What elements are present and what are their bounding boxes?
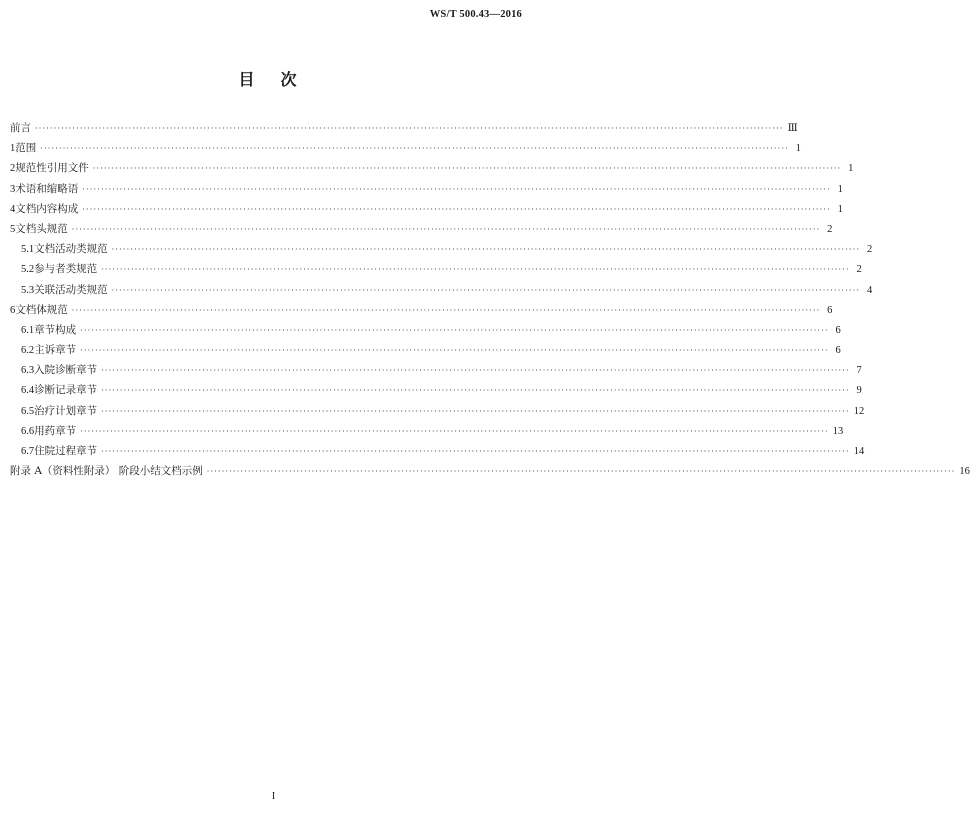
toc-entry-number: 6.1 bbox=[21, 324, 35, 336]
toc-entry-number: 6.6 bbox=[21, 425, 35, 437]
toc-entry[interactable] bbox=[10, 461, 970, 481]
toc-dot-leader: ········································································································································································································ bbox=[71, 305, 821, 315]
toc-entry[interactable] bbox=[10, 179, 843, 199]
toc-entry-label: 规范性引用文件 bbox=[15, 162, 89, 175]
toc-dot-leader: ········································································································································································································ bbox=[80, 426, 829, 436]
toc-entry-page: 7 bbox=[856, 365, 862, 377]
toc-entry-page: 14 bbox=[853, 446, 865, 457]
toc-entry[interactable] bbox=[10, 280, 873, 300]
toc-entry-number: 6.4 bbox=[21, 385, 35, 397]
toc-dot-leader: ········································································································································································································ bbox=[101, 406, 850, 416]
toc-dot-leader: ········································································································································································································ bbox=[40, 144, 789, 154]
toc-dot-leader: ········································································································································································································ bbox=[111, 245, 861, 255]
toc-dot-leader: ········································································································································································································ bbox=[101, 265, 850, 275]
toc-dot-leader: ········································································································································································································ bbox=[206, 467, 956, 477]
toc-entry-number: 1 bbox=[10, 143, 16, 155]
toc-entry-label: 诊断记录章节 bbox=[34, 384, 98, 397]
toc-entry[interactable] bbox=[10, 138, 801, 158]
toc-entry[interactable] bbox=[10, 441, 865, 461]
toc-entry[interactable] bbox=[10, 401, 865, 421]
toc-entry-page: 9 bbox=[856, 385, 862, 397]
toc-entry-page: 2 bbox=[827, 223, 833, 235]
toc-entry-number: 6.5 bbox=[21, 405, 35, 417]
page-title: 目次 bbox=[238, 70, 323, 89]
toc-entry-number: 5.2 bbox=[21, 264, 35, 276]
toc-entry-number: 6 bbox=[10, 304, 16, 316]
toc-entry[interactable] bbox=[10, 360, 862, 380]
toc-entry-number: 3 bbox=[10, 183, 16, 195]
toc-entry-number: 6.7 bbox=[21, 446, 35, 457]
toc-entry-number: 5 bbox=[10, 223, 16, 235]
toc-entry-page: 6 bbox=[835, 324, 841, 336]
toc-entry-label: 参与者类规范 bbox=[34, 263, 98, 276]
toc-dot-leader: ········································································································································································································ bbox=[101, 366, 850, 376]
toc-entry-page: 1 bbox=[795, 143, 801, 155]
toc-entry-number: 5.3 bbox=[21, 284, 35, 296]
toc-entry-label: 章节构成 bbox=[34, 323, 77, 336]
toc-entry[interactable] bbox=[10, 118, 798, 138]
toc-entry[interactable] bbox=[10, 158, 854, 178]
toc-entry[interactable] bbox=[10, 300, 833, 320]
toc-entry-label: 用药章节 bbox=[34, 424, 77, 437]
toc-entry-page: 2 bbox=[866, 244, 873, 256]
toc-entry-label: 文档体规范 bbox=[15, 303, 68, 316]
toc-entry-page: Ⅲ bbox=[787, 123, 798, 134]
toc-entry-label: 文档头规范 bbox=[15, 222, 68, 235]
toc-entry-label: 入院诊断章节 bbox=[34, 364, 98, 377]
toc-entry[interactable] bbox=[10, 340, 841, 360]
toc-entry-label: 住院过程章节 bbox=[34, 445, 98, 457]
toc-entry-number: 2 bbox=[10, 163, 16, 175]
table-of-contents bbox=[10, 118, 970, 481]
footer-page-number: I bbox=[271, 791, 276, 802]
toc-dot-leader: ········································································································································································································ bbox=[82, 204, 831, 214]
toc-entry-number: 4 bbox=[10, 203, 16, 215]
toc-entry-number: 5.1 bbox=[21, 244, 35, 256]
toc-entry-number: 6.3 bbox=[21, 365, 35, 377]
toc-dot-leader: ········································································································································································································ bbox=[80, 346, 829, 356]
toc-entry[interactable] bbox=[10, 259, 862, 279]
toc-entry-page: 2 bbox=[856, 264, 862, 276]
toc-entry-page: 1 bbox=[848, 163, 854, 175]
toc-entry-page: 12 bbox=[853, 405, 865, 417]
toc-entry[interactable] bbox=[10, 421, 844, 441]
toc-dot-leader: ········································································································································································································ bbox=[101, 447, 850, 456]
toc-entry[interactable] bbox=[10, 239, 873, 259]
toc-entry-label: 文档内容构成 bbox=[15, 202, 79, 215]
toc-dot-leader: ········································································································································································································ bbox=[101, 386, 850, 396]
toc-entry-label: 文档活动类规范 bbox=[34, 243, 108, 256]
toc-entry-page: 13 bbox=[832, 425, 844, 437]
toc-entry-label: 前言 bbox=[10, 122, 31, 134]
toc-entry-label: 治疗计划章节 bbox=[34, 404, 98, 417]
toc-entry-page: 4 bbox=[866, 284, 873, 296]
toc-entry-page: 16 bbox=[959, 466, 970, 478]
toc-entry[interactable] bbox=[10, 219, 833, 239]
toc-entry[interactable] bbox=[10, 199, 843, 219]
toc-dot-leader: ········································································································································································································ bbox=[71, 224, 821, 234]
toc-entry[interactable] bbox=[10, 380, 862, 400]
toc-entry-label: 关联活动类规范 bbox=[34, 283, 108, 296]
toc-entry-number: 6.2 bbox=[21, 345, 35, 357]
toc-entry-label: 主诉章节 bbox=[34, 344, 77, 357]
toc-entry-page: 6 bbox=[835, 345, 841, 357]
toc-entry-label: 范围 bbox=[15, 142, 37, 155]
document-code: WS/T 500.43—2016 bbox=[429, 9, 522, 20]
toc-dot-leader: ········································································································································································································ bbox=[80, 325, 829, 335]
toc-entry-page: 6 bbox=[827, 304, 833, 316]
toc-entry-page: 1 bbox=[837, 183, 843, 195]
toc-entry-label: 附录 A（资料性附录） 阶段小结文档示例 bbox=[10, 465, 203, 478]
toc-entry[interactable] bbox=[10, 320, 841, 340]
toc-dot-leader: ········································································································································································································ bbox=[82, 184, 831, 194]
toc-dot-leader: ········································································································································································································ bbox=[92, 164, 842, 174]
toc-dot-leader: ········································································································································································································ bbox=[111, 285, 861, 295]
toc-dot-leader: ········································································································································································································ bbox=[35, 124, 784, 133]
toc-entry-label: 术语和缩略语 bbox=[15, 182, 79, 195]
toc-entry-page: 1 bbox=[837, 203, 843, 215]
